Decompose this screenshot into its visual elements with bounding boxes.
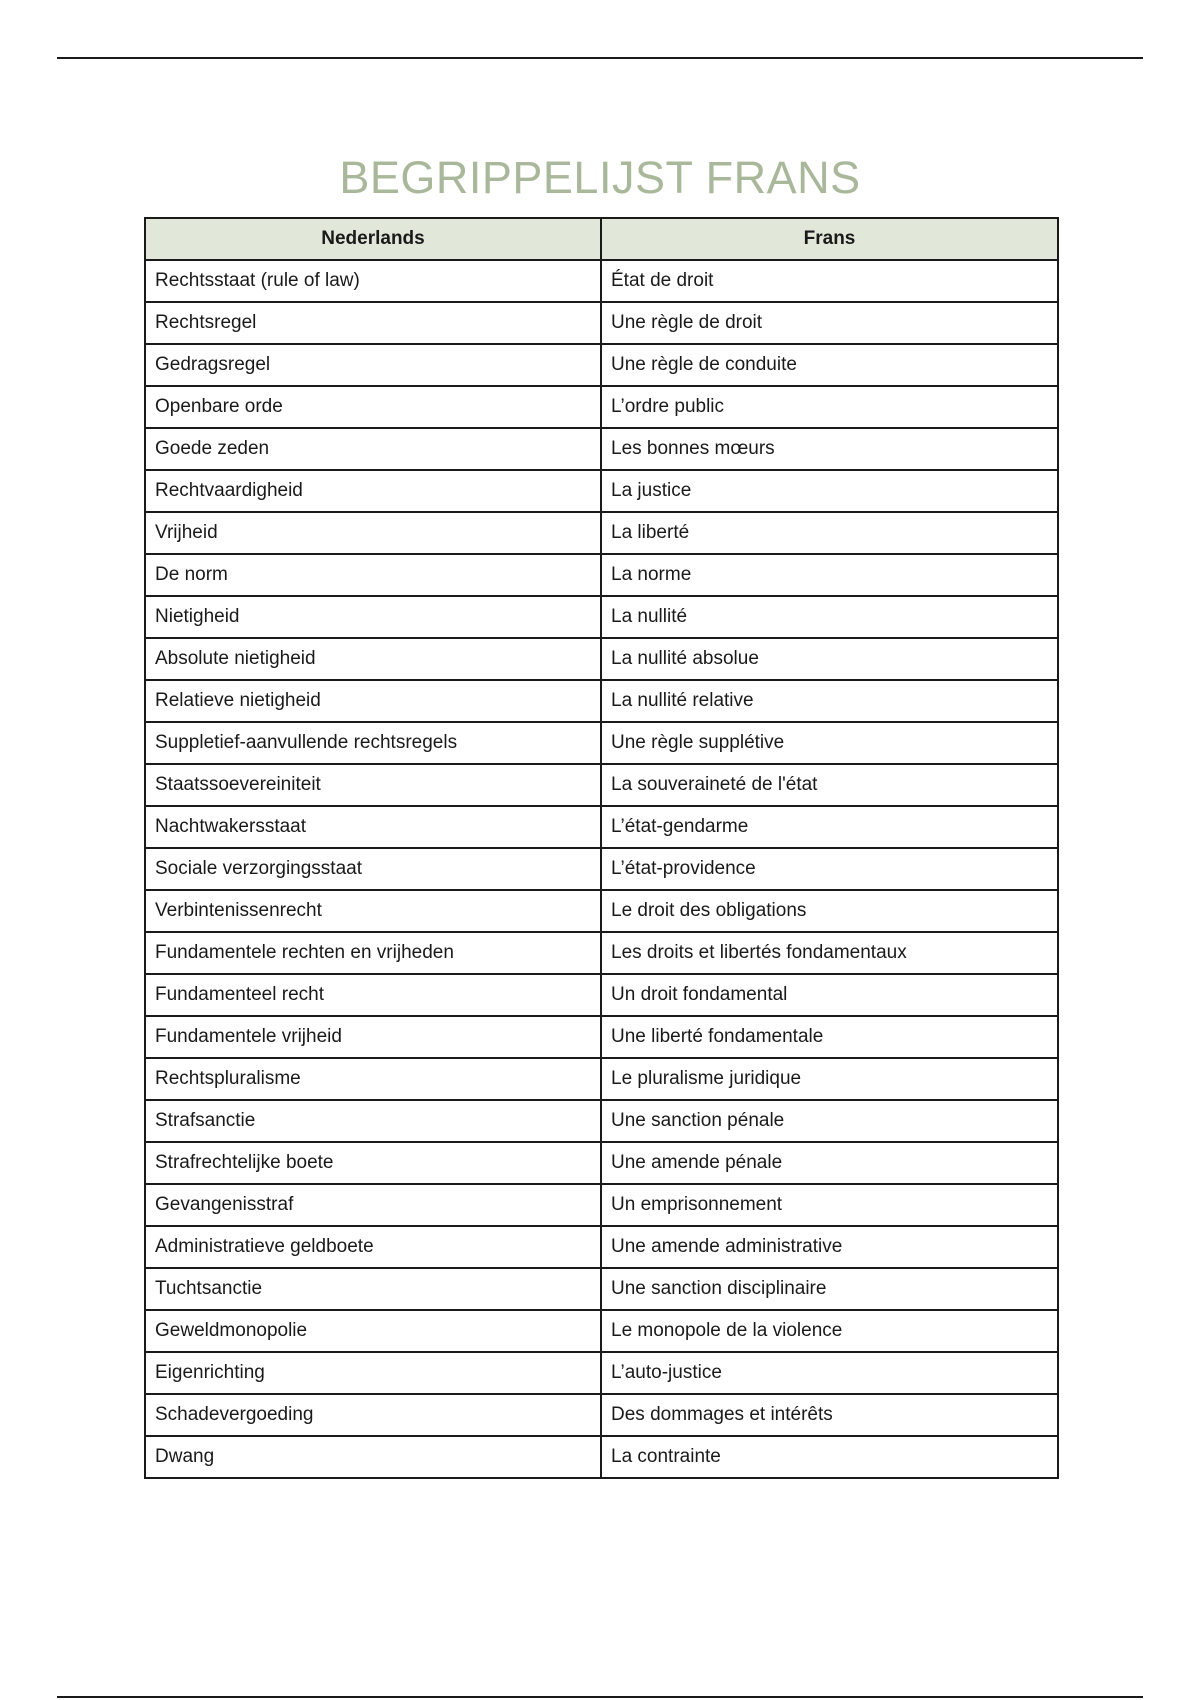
cell-frans: La liberté (601, 512, 1058, 554)
column-header-nederlands: Nederlands (145, 218, 601, 260)
cell-frans: Les bonnes mœurs (601, 428, 1058, 470)
cell-nederlands: Goede zeden (145, 428, 601, 470)
cell-nederlands: Absolute nietigheid (145, 638, 601, 680)
cell-nederlands: Fundamentele rechten en vrijheden (145, 932, 601, 974)
cell-frans: Le pluralisme juridique (601, 1058, 1058, 1100)
cell-frans: Un droit fondamental (601, 974, 1058, 1016)
cell-frans: Une règle de conduite (601, 344, 1058, 386)
glossary-body (145, 260, 1058, 1478)
cell-nederlands: Gedragsregel (145, 344, 601, 386)
cell-nederlands: Sociale verzorgingsstaat (145, 848, 601, 890)
cell-frans: Le droit des obligations (601, 890, 1058, 932)
cell-nederlands: Rechtsregel (145, 302, 601, 344)
cell-frans: L’état-providence (601, 848, 1058, 890)
table-row (145, 512, 1058, 554)
table-row (145, 428, 1058, 470)
table-row (145, 1352, 1058, 1394)
table-row (145, 386, 1058, 428)
cell-nederlands: Rechtspluralisme (145, 1058, 601, 1100)
table-row (145, 470, 1058, 512)
table-row (145, 722, 1058, 764)
table-row (145, 764, 1058, 806)
cell-nederlands: De norm (145, 554, 601, 596)
table-row (145, 554, 1058, 596)
cell-frans: Une sanction pénale (601, 1100, 1058, 1142)
cell-frans: Une liberté fondamentale (601, 1016, 1058, 1058)
table-row (145, 1016, 1058, 1058)
cell-frans: Une amende administrative (601, 1226, 1058, 1268)
cell-nederlands: Openbare orde (145, 386, 601, 428)
table-row (145, 1268, 1058, 1310)
table-row (145, 1436, 1058, 1478)
table-row (145, 596, 1058, 638)
table-row (145, 1058, 1058, 1100)
cell-frans: L’auto-justice (601, 1352, 1058, 1394)
table-row (145, 344, 1058, 386)
cell-nederlands: Staatssoevereiniteit (145, 764, 601, 806)
cell-frans: État de droit (601, 260, 1058, 302)
table-header-row (145, 218, 1058, 260)
cell-nederlands: Strafsanctie (145, 1100, 601, 1142)
table-row (145, 1100, 1058, 1142)
table-row (145, 1226, 1058, 1268)
cell-nederlands: Tuchtsanctie (145, 1268, 601, 1310)
cell-frans: La norme (601, 554, 1058, 596)
cell-nederlands: Fundamentele vrijheid (145, 1016, 601, 1058)
table-row (145, 974, 1058, 1016)
cell-nederlands: Vrijheid (145, 512, 601, 554)
table-row (145, 638, 1058, 680)
cell-nederlands: Fundamenteel recht (145, 974, 601, 1016)
table-row (145, 932, 1058, 974)
cell-frans: La nullité relative (601, 680, 1058, 722)
table-row (145, 848, 1058, 890)
table-row (145, 1184, 1058, 1226)
cell-nederlands: Gevangenisstraf (145, 1184, 601, 1226)
cell-frans: Des dommages et intérêts (601, 1394, 1058, 1436)
cell-frans: Un emprisonnement (601, 1184, 1058, 1226)
cell-nederlands: Suppletief-aanvullende rechtsregels (145, 722, 601, 764)
cell-frans: La contrainte (601, 1436, 1058, 1478)
cell-frans: Une sanction disciplinaire (601, 1268, 1058, 1310)
cell-nederlands: Strafrechtelijke boete (145, 1142, 601, 1184)
cell-nederlands: Eigenrichting (145, 1352, 601, 1394)
cell-nederlands: Nietigheid (145, 596, 601, 638)
cell-frans: L’état-gendarme (601, 806, 1058, 848)
glossary-table (144, 217, 1059, 1479)
cell-nederlands: Rechtsstaat (rule of law) (145, 260, 601, 302)
page-title: BEGRIPPELIJST FRANS (339, 152, 861, 203)
table-row (145, 890, 1058, 932)
cell-nederlands: Rechtvaardigheid (145, 470, 601, 512)
cell-frans: L’ordre public (601, 386, 1058, 428)
cell-nederlands: Nachtwakersstaat (145, 806, 601, 848)
cell-nederlands: Dwang (145, 1436, 601, 1478)
cell-frans: La justice (601, 470, 1058, 512)
cell-frans: La nullité (601, 596, 1058, 638)
table-row (145, 1310, 1058, 1352)
cell-frans: Une règle supplétive (601, 722, 1058, 764)
cell-frans: La souveraineté de l'état (601, 764, 1058, 806)
cell-frans: La nullité absolue (601, 638, 1058, 680)
cell-frans: Le monopole de la violence (601, 1310, 1058, 1352)
column-header-frans: Frans (601, 218, 1058, 260)
cell-nederlands: Schadevergoeding (145, 1394, 601, 1436)
cell-frans: Une amende pénale (601, 1142, 1058, 1184)
table-row (145, 806, 1058, 848)
cell-frans: Les droits et libertés fondamentaux (601, 932, 1058, 974)
table-row (145, 302, 1058, 344)
cell-nederlands: Verbintenissenrecht (145, 890, 601, 932)
cell-frans: Une règle de droit (601, 302, 1058, 344)
cell-nederlands: Geweldmonopolie (145, 1310, 601, 1352)
cell-nederlands: Relatieve nietigheid (145, 680, 601, 722)
table-row (145, 1394, 1058, 1436)
table-row (145, 680, 1058, 722)
bottom-divider (57, 1696, 1143, 1698)
table-row (145, 1142, 1058, 1184)
cell-nederlands: Administratieve geldboete (145, 1226, 601, 1268)
table-row (145, 260, 1058, 302)
top-divider (57, 57, 1143, 59)
